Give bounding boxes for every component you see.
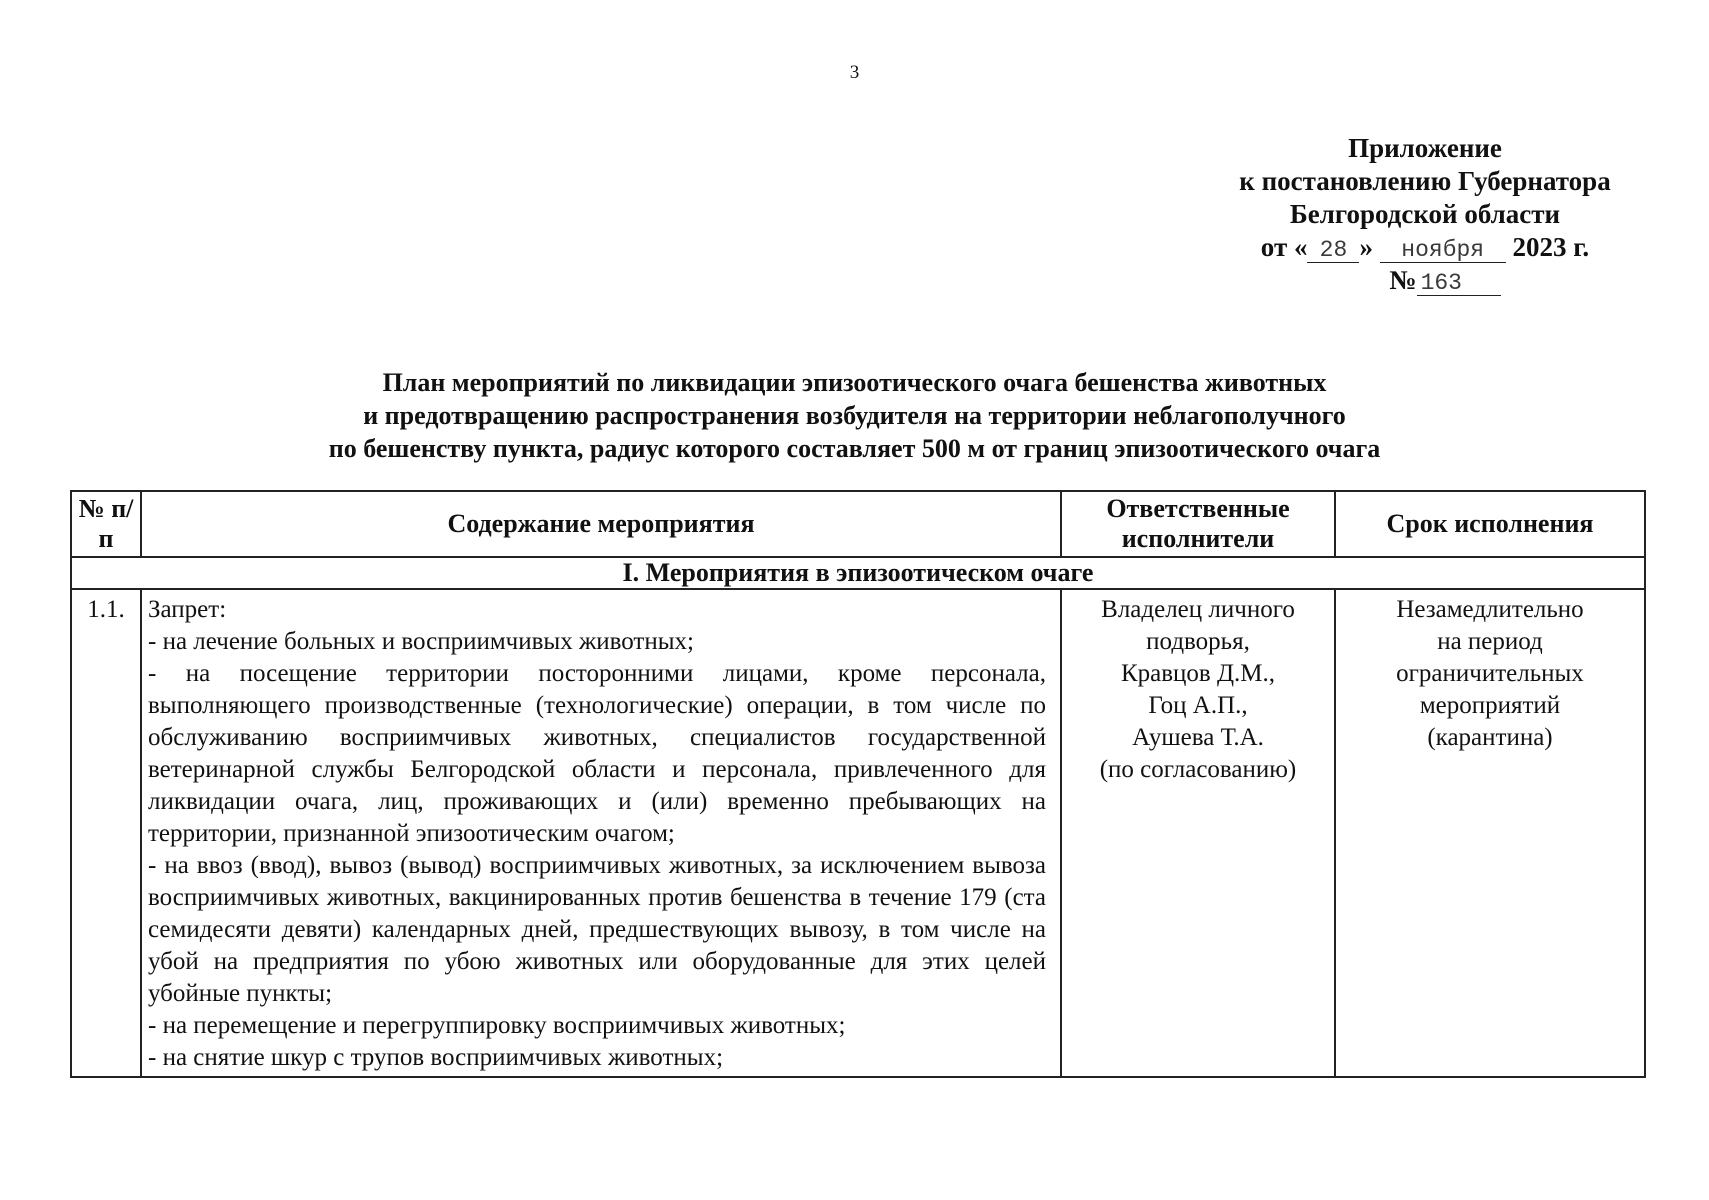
appendix-date-line (1180, 231, 1670, 264)
appendix-header (1180, 132, 1670, 297)
number-prefix: № (1389, 265, 1417, 295)
term-line: ограничительных (1396, 660, 1584, 687)
section-title: I. Мероприятия в эпизоотическом очаге (71, 557, 1645, 589)
responsible-line: Владелец личного (1101, 596, 1295, 623)
term-line: (карантина) (1427, 724, 1553, 751)
table-header-row (71, 491, 1645, 557)
content-paragraph: - на ввоз (ввод), вывоз (вывод) восприимчивых животных, за исключением вывоза восприимчивых животных, вакцинированных против бешенства в течение 179 (ста семидесяти девяти) календарных дней, предшествующих вывозу, в том числе на убой на предприятия по убою животных или оборудованные для этих целей убойные пункты; (148, 852, 1046, 1007)
responsible-line: (по согласованию) (1099, 756, 1297, 783)
appendix-title: Приложение (1348, 133, 1502, 163)
content-paragraph: - на посещение территории посторонними лицами, кроме персонала, выполняющего производственные (технологические) операции, в том числе по обслуживанию восприимчивых животных, специалистов государственной ветеринарной службы Белгородской области и персонала, привлеченного для ликвидации очага, лиц, проживающих и (или) временно пребывающих на территории, признанной эпизоотическим очагом; (148, 660, 1046, 847)
responsible-line: Кравцов Д.М., (1120, 660, 1276, 687)
row-term (1335, 589, 1645, 1077)
section-row (71, 557, 1645, 589)
content-paragraph: - на перемещение и перегруппировку восприимчивых животных; (148, 1012, 846, 1039)
responsible-line: Аушева Т.А. (1132, 724, 1264, 751)
date-mid: » (1359, 232, 1373, 262)
plan-title-line-3: по бешенству пункта, радиус которого составляет 500 м от границ эпизоотического очага (328, 434, 1381, 463)
header-num: № п/п (71, 491, 141, 557)
term-line: на период (1437, 628, 1543, 655)
appendix-line-decree: к постановлению Губернатора (1239, 166, 1611, 196)
content-paragraph: - на снятие шкур с трупов восприимчивых животных; (148, 1044, 724, 1071)
date-day: 28 (1307, 238, 1359, 263)
date-prefix: от « (1260, 232, 1308, 262)
content-paragraph: - на лечение больных и восприимчивых животных; (148, 628, 694, 655)
date-month: ноября (1380, 238, 1506, 263)
header-term: Срок исполнения (1335, 491, 1645, 557)
plan-title-line-1: План мероприятий по ликвидации эпизоотического очага бешенства животных (382, 368, 1327, 397)
table-row (71, 589, 1645, 1077)
page-number: 3 (849, 62, 860, 83)
document-number: 163 (1417, 271, 1501, 296)
responsible-line: подворья, (1146, 628, 1250, 655)
header-content: Содержание мероприятия (141, 491, 1061, 557)
date-year: 2023 г. (1512, 232, 1590, 262)
row-number: 1.1. (71, 589, 141, 1077)
plan-title (0, 366, 1709, 465)
responsible-line: Гоц А.П., (1148, 692, 1248, 719)
content-paragraph: Запрет: (148, 596, 227, 623)
row-responsible (1061, 589, 1335, 1077)
plan-title-line-2: и предотвращению распространения возбудителя на территории неблагополучного (363, 401, 1346, 430)
header-responsible: Ответственные исполнители (1061, 491, 1335, 557)
appendix-number-line (1180, 264, 1670, 297)
term-line: мероприятий (1419, 692, 1561, 719)
term-line: Незамедлительно (1396, 596, 1584, 623)
appendix-line-region: Белгородской области (1289, 199, 1561, 229)
measures-table (70, 490, 1646, 1078)
row-content (141, 589, 1061, 1077)
